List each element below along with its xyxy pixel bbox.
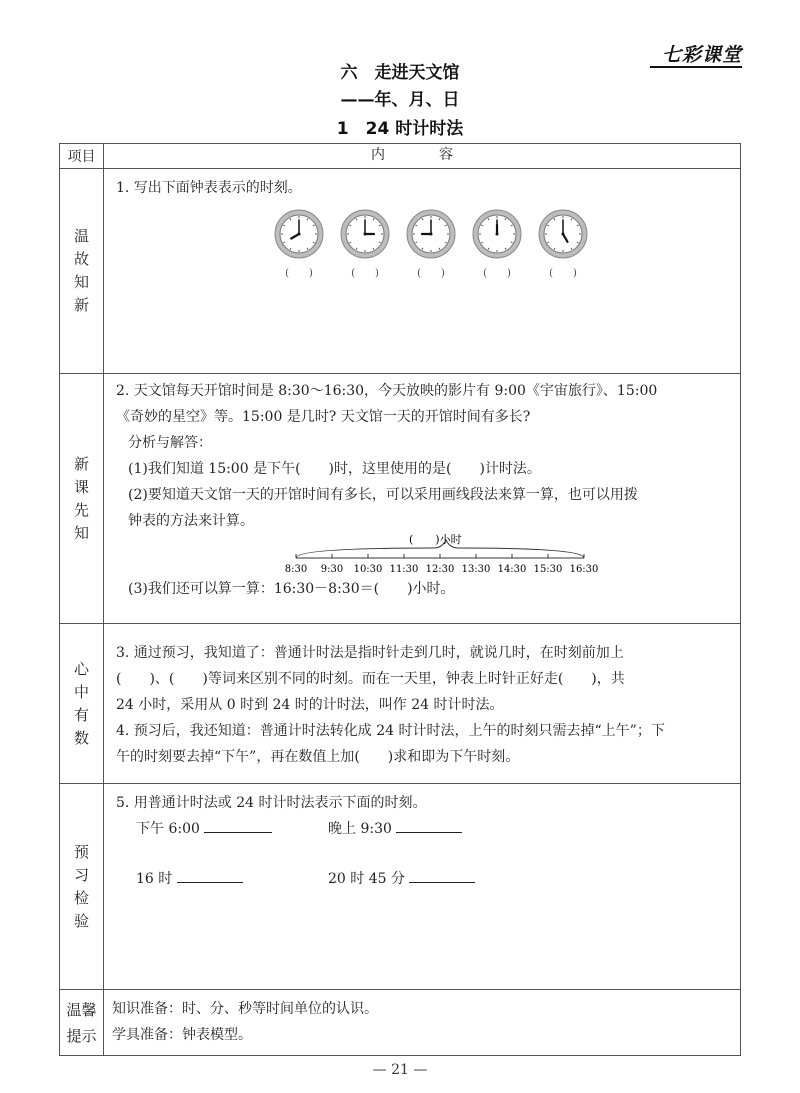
clock-4 xyxy=(471,209,523,287)
timeline-tick-label: 15:30 xyxy=(533,564,563,575)
clock-answer-blank[interactable]: ( ) xyxy=(417,268,445,279)
clock-face-icon xyxy=(340,209,390,259)
answer-item-1: 下午 6:00 xyxy=(136,816,272,842)
clock-answer-blank[interactable]: ( ) xyxy=(285,268,313,279)
section-check xyxy=(60,784,741,990)
clock-3 xyxy=(405,209,457,287)
timeline-tick-label: 10:30 xyxy=(353,564,383,575)
question-3-line2: ( )、( )等词来区别不同的时刻。而在一天里，钟表上时针正好走( )，共 xyxy=(116,671,625,687)
section-tips xyxy=(60,990,741,1056)
page-number: — 21 — xyxy=(372,1062,428,1078)
brand-logo: 七彩课堂 xyxy=(661,44,742,66)
step-2-line1: (2)要知道天文馆一天的开馆时间有多长，可以采用画线段法来算一算，也可以用拨 xyxy=(128,487,638,503)
question-4-line2: 午的时刻要去掉“下午”，再在数值上加( )求和即为下午时刻。 xyxy=(116,749,520,765)
clock-face-icon xyxy=(274,209,324,259)
timeline-label: ( )小时 xyxy=(409,534,462,546)
section-label-tips: 温馨 提示 xyxy=(66,1000,97,1045)
timeline-tick-label: 13:30 xyxy=(461,564,491,575)
analysis-label: 分析与解答： xyxy=(128,435,212,451)
question-3-line3: 24 小时，采用从 0 时到 24 时的计时法，叫作 24 时计时法。 xyxy=(116,697,504,713)
question-1: 1. 写出下面钟表表示的时刻。 xyxy=(116,180,302,196)
worksheet-table xyxy=(59,143,741,1056)
clock-5 xyxy=(537,209,589,287)
section-mind xyxy=(60,624,741,784)
clock-row xyxy=(273,209,728,287)
timeline-tick-label: 16:30 xyxy=(569,564,599,575)
tips-line-1: 知识准备：时、分、秒等时间单位的认识。 xyxy=(112,1001,378,1017)
timeline-tick-label: 8:30 xyxy=(284,564,308,575)
answer-item-3: 16 时 xyxy=(136,866,243,892)
unit-subtitle: ——年、月、日 xyxy=(340,90,460,110)
section-label-review: 温 故 知 新 xyxy=(73,227,89,314)
clock-1 xyxy=(273,209,325,287)
unit-title: 六 走进天文馆 xyxy=(340,63,460,83)
section-label-mind: 心 中 有 数 xyxy=(73,659,89,747)
step-2-line2: 钟表的方法来计算。 xyxy=(128,513,254,529)
timeline-tick-label: 9:30 xyxy=(320,564,344,575)
timeline-diagram xyxy=(284,534,604,576)
timeline-tick-label: 12:30 xyxy=(425,564,455,575)
header-item-cell: 项目 xyxy=(60,144,104,169)
section-review xyxy=(60,169,741,374)
clock-answer-blank[interactable]: ( ) xyxy=(549,268,577,279)
question-5: 5. 用普通计时法或 24 时计时法表示下面的时刻。 xyxy=(116,795,427,811)
question-2-line2: 《奇妙的星空》等。15:00 是几时? 天文馆一天的开馆时间有多长? xyxy=(116,409,531,425)
question-3-line1: 3. 通过预习，我知道了：普通计时法是指时针走到几时，就说几时，在时刻前加上 xyxy=(116,645,624,661)
answer-blank-4[interactable] xyxy=(409,868,475,883)
answer-item-2: 晚上 9:30 xyxy=(328,816,462,842)
answer-blank-3[interactable] xyxy=(177,868,243,883)
clock-answer-blank[interactable]: ( ) xyxy=(483,268,511,279)
step-3: (3)我们还可以算一算：16:30－8:30＝( )小时。 xyxy=(128,581,455,597)
timeline-tick-label: 14:30 xyxy=(497,564,527,575)
question-4-line1: 4. 预习后，我还知道：普通计时法转化成 24 时计时法，上午的时刻只需去掉“上午”；下 xyxy=(116,723,665,739)
question-2-line1: 2. 天文馆每天开馆时间是 8:30～16:30，今天放映的影片有 9:00《宇宙旅行》、15:00 xyxy=(116,383,658,399)
clock-face-icon xyxy=(538,209,588,259)
section-newlesson xyxy=(60,374,741,624)
answer-blank-1[interactable] xyxy=(204,818,272,833)
timeline-tick-label: 11:30 xyxy=(389,564,419,575)
step-1: (1)我们知道 15:00 是下午( )时，这里使用的是( )计时法。 xyxy=(128,461,541,477)
timeline-ticks xyxy=(285,554,599,575)
answer-blank-2[interactable] xyxy=(396,818,462,833)
section-label-newlesson: 新 课 先 知 xyxy=(73,454,89,542)
clock-2 xyxy=(339,209,391,287)
answer-item-4: 20 时 45 分 xyxy=(328,866,475,892)
clock-face-icon xyxy=(472,209,522,259)
header-content-cell: 内 容 xyxy=(104,144,741,169)
tips-line-2: 学具准备：钟表模型。 xyxy=(112,1027,252,1043)
clock-face-icon xyxy=(406,209,456,259)
section-label-check: 预 习 检 验 xyxy=(73,842,89,930)
lesson-title: 1 24 时计时法 xyxy=(336,119,464,139)
clock-answer-blank[interactable]: ( ) xyxy=(351,268,379,279)
